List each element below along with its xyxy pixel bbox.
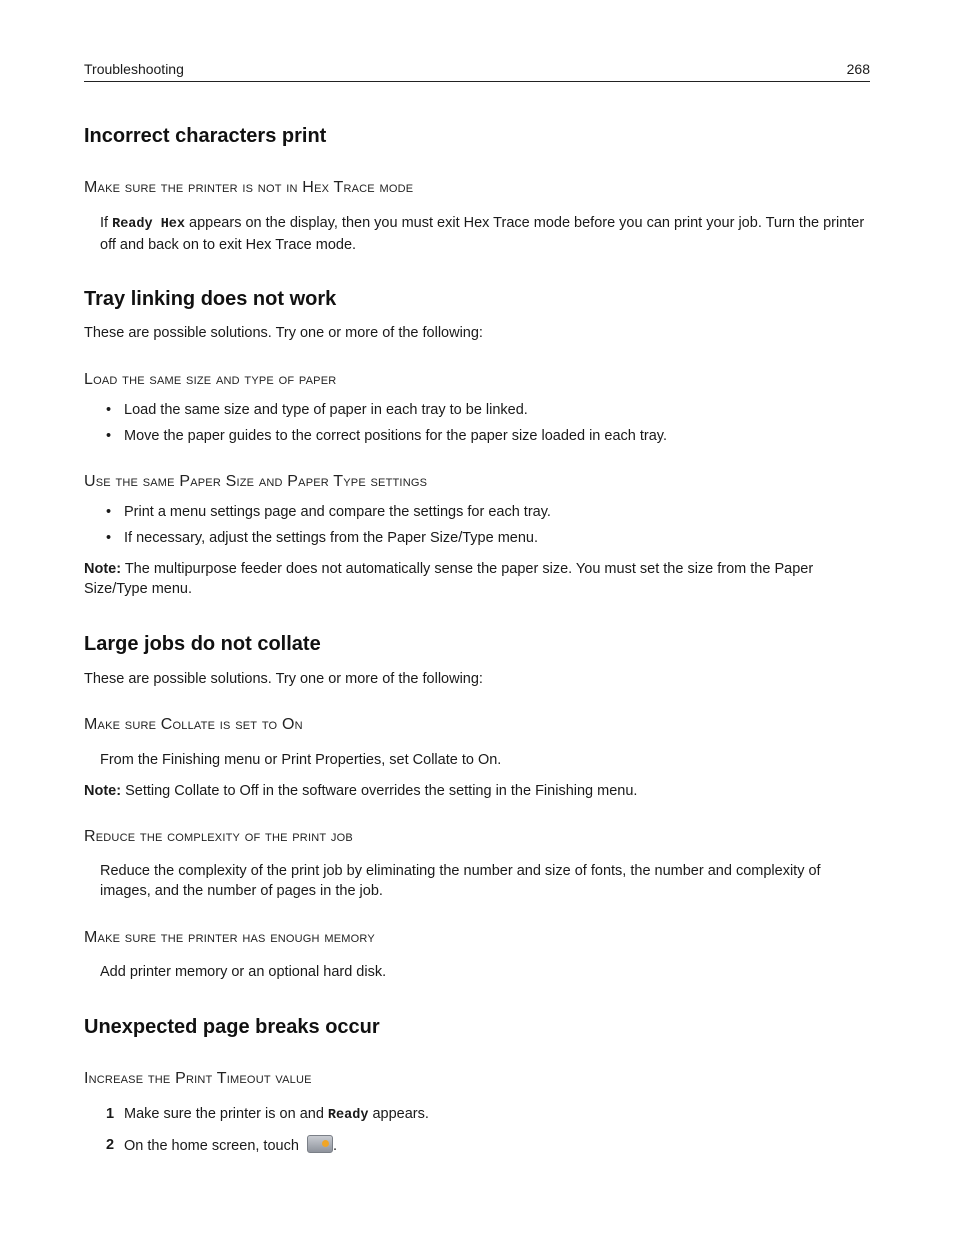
subheading-same-settings: Use the same Paper Size and Paper Type settings [84,473,428,490]
subheading-hex-trace: Make sure the printer is not in Hex Trace mode [84,179,414,196]
header-section-title: Troubleshooting [84,61,184,77]
subheading-reduce-complexity: Reduce the complexity of the print job [84,828,353,845]
paragraph-intro: These are possible solutions. Try one or more of the following: [84,671,483,687]
note-multipurpose-feeder: Note: The multipurpose feeder does not automatically sense the paper size. You must set the size from the Paper Size/Type menu. [84,561,814,597]
page-number: 268 [846,61,870,77]
subheading-enough-memory: Make sure the printer has enough memory [84,929,375,946]
heading-incorrect-characters: Incorrect characters print [84,125,327,147]
paragraph-intro: These are possible solutions. Try one or more of the following: [84,325,483,341]
heading-page-breaks: Unexpected page breaks occur [84,1016,380,1038]
paragraph-memory: Add printer memory or an optional hard disk. [100,964,387,980]
paragraph-hex-trace: If Ready Hex appears on the display, then you must exit Hex Trace mode before you can print your job. Turn the printer off and back on to exit Hex Trace mode. [100,215,865,253]
paragraph-reduce-complexity: Reduce the complexity of the print job by eliminating the number and size of fonts, the number and complexity of images, and the number of pages in the job. [100,863,821,899]
subheading-print-timeout: Increase the Print Timeout value [84,1070,312,1087]
page-header [84,58,870,82]
subheading-load-same-paper: Load the same size and type of paper [84,371,337,388]
code-ready-hex: Ready Hex [112,217,186,232]
home-icon [307,1135,333,1153]
subheading-collate-on: Make sure Collate is set to On [84,716,303,733]
heading-tray-linking: Tray linking does not work [84,288,337,310]
note-collate: Note: Setting Collate to Off in the software overrides the setting in the Finishing menu. [84,783,638,799]
paragraph-collate: From the Finishing menu or Print Properties, set Collate to On. [100,752,502,768]
code-ready: Ready [327,1108,369,1123]
heading-large-jobs: Large jobs do not collate [84,633,321,655]
